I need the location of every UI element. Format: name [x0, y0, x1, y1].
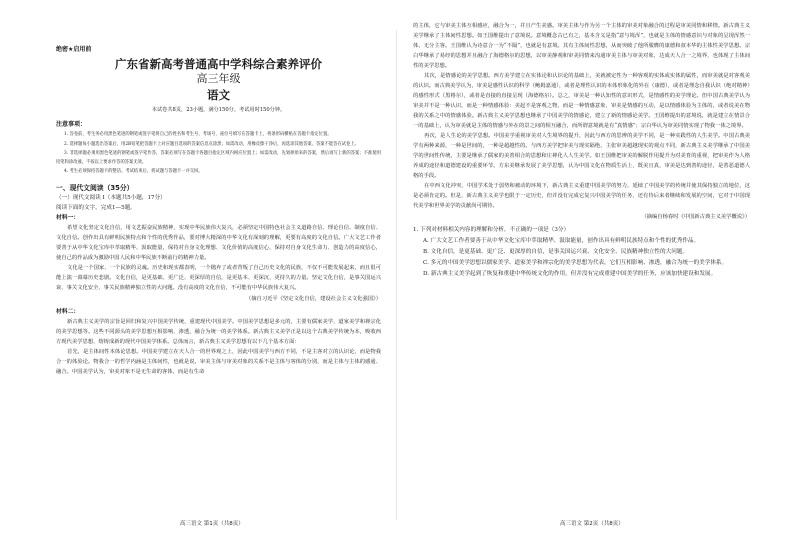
material-source: （摘编自杨春时《中国新古典主义美学概说》） — [641, 214, 750, 220]
page-footer: 高三语文 第2页（共8页） — [560, 521, 624, 527]
confidential-label: 绝密★启用前 — [56, 46, 92, 53]
subject-title: 语文 — [207, 88, 230, 102]
answer-option-a: A. 广大文艺工作者要善于从中华文化宝库中萃取精华、汲取能量，创作出具有鲜明民族特点和个性的优秀作品。 — [423, 238, 700, 244]
exam-page-2 — [397, 0, 794, 550]
exam-info: 本试卷共8页，23小题，满分150分。考试用时150分钟。 — [151, 107, 286, 113]
material-label: 材料二： — [56, 308, 80, 315]
material-paragraph: 其次，是情感论的美学思想。西方美学建立在实体论和认识论的基础上，美就被定性为一种客观的实体或实体的属性，而审美就是对客观美的认识。而古典美学认为，审美是感性认识的科学（鲍姆嘉通），或者是理性认识的本体形象化的外在（康德），或者是理念自我认识（绝对精神）的感性形式（黑格尔），或者是直接的直接呈现（海德格尔）。总之，审美是一种认知性的意识形式，是情感性的美学理论。但中国古典美学认为审美并不是一种认识，而是一种情感体验：美起不是客观之物，而是一种情感意象，审美是情感的互动，是以情感体验为主体的，或者说美在物我的关系之中的情感体验。新古典主义美学思想也继承了中国美学的情感论，建立了新的情感论美学。王国维提出的意境说，就是建立在情景合一的基础上，认为审美就是主体的情感与外在的景之间的相互融合，而所谓意境就是有“真情感”；宗白华认为审美同情实现了物我一体之境界。 — [413, 73, 750, 129]
note-item: 4. 考生必须保持答题卡的整洁。考试结束后，将试题与答题卡一并交回。 — [64, 169, 203, 175]
note-item: 2. 选择题每小题选出答案后，用2B铅笔把答题卡上对应题目选项的答案信息点涂黑；如需改动，用橡皮擦干净后，再选涂其他答案，答案不能答在试卷上。 — [64, 141, 359, 147]
material-label: 材料一： — [56, 214, 80, 221]
notes-heading: 注意事项： — [56, 121, 87, 128]
material-paragraph: 新古典主义美学的宗旨是回归和复兴中国美学传统，重建现代中国美学。中国美学思想是多元的，主要有儒家美学、道家美学和禅宗化的美学思想等。这些不同源头的美学思想互相影响、渗透，融合为统一的美学体系。新古典主义美学正是以这个古典美学传统为本，吸收西方现代美学思想，熔铸成新的现代中国美学体系。总体而言，新古典主义美学思想有以下几个基本方面： — [56, 318, 381, 345]
page-footer: 高三语文 第1页（共8页） — [180, 521, 244, 527]
answer-option-c: C. 多元的中国美学思想以儒家美学、道家美学和禅宗化的美学思想为代表，它们互相影响、渗透，融合为统一的美学体系。 — [423, 260, 728, 266]
material-paragraph: 首先，是主体间性本体论思想。中国美学建立在天人合一的世界观之上，因此中国美学与西方不同，不是主客对立的认识论，而是物我合一的体验论。物我合一的哲学内涵是主体间性，也就是说，审美主体与审美对象的关系不是主体与客体的分别，而是主体与主体的感通、融合。中国美学认为，审美对象不是无生命的客体，而是有生命 — [56, 348, 381, 375]
grade-label: 高三年级 — [196, 72, 241, 85]
reading-instruction: 阅读下面的文字，完成1—5题。 — [56, 204, 136, 211]
note-item: 3. 非选择题必须用黑色笔迹的钢笔或签字笔作答，答案必须写在答题卡各题目指定区域内相应位置上；如需改动，先划掉原来的答案，然后再写上新的答案；不准使用铅笔和涂改液。不按以上要求作答的答案无效。 — [56, 151, 381, 165]
exam-title: 广东省新高考普通高中学科综合素养评价 — [115, 57, 322, 71]
answer-option-b: B. 文化自信，是更基础、更广泛、更深厚的自信，是事关国运兴衰、文化安全、民族精神独立性的大问题。 — [423, 249, 688, 255]
note-item: 1. 答卷前，考生务必用黑色笔迹的钢笔或签字笔将自己的姓名和考生号、考场号、座位号填写在答题卡上，将条形码横贴在答题卡指定位置。 — [64, 132, 332, 137]
subsection-heading: （一）现代文阅读 I（本题共5小题，17分） — [56, 194, 166, 201]
material-paragraph: 在中西文化冲突、中国学术处于弱势和被动的环境下，新古典主义重建中国美学的努力，延续了中国美学的传统并使其保持独立的地位，这是必须肯定的。但是，新古典主义美学也限于一定历史，但并没有完成它复兴中国美学的任务，还有待后来者继续和发展的空间，它对于中国现代美学和世界美学的贡献尚可期待。 — [413, 183, 750, 209]
material-paragraph: 文化是一个国家、一个民族的灵魂。历史和现实都表明，一个抛弃了或者背叛了自己历史文化的民族，不仅不可能发展起来，而且很可能上演一幕幕历史悲剧。文化自信，是更基础、更广泛、更深厚的自信，是更基本、更深沉、更持久的力量。坚定文化自信，是事关国运兴衰、事关文化安全、事关民族精神独立性的大问题。没有高度的文化自信，不可能有中华民族伟大复兴。 — [56, 264, 381, 291]
material-paragraph: 再次，是人生论的美学思想。中国美学重视审美对人生境界的提升，因此与西方的思辨的美学不同，是一种实践性的人生美学。中国古典美学有两种来源，一种是世间的，一种是超越性的。与西方美学把审美与现实隔绝，主张审美超越现实的观点不同，新古典主义美学继承了中国美学的世间性传统，主要是继承了儒家的美善相合的思想和庄禅化人人生美学。如王国维把审美的解脱作用提升为对美育的重视，把审美作为人格养成的途径和道德建设的重要环节。方东美继承发展了美学思想，认为中国文化在物质生活上，既美且真，审美是达到善的途径，是善恶道德人格的手段。 — [413, 133, 750, 179]
material-paragraph: 的主体，它与审美主体互相感应，融合为一，并且产生美感。审美主体与作为另一个主体的审美对象融合的过程是审美同情和移情。新古典主义美学继承了主体间性思想。如王国维提出了意境说。意境概念古已有之，基本含义是指“意与境浑”，也就是主体的情感意识与对象的呈现浑然一体，无分主客。王国维认为诗意合一为“不隔”，也就是有意境。其有主体间性思想，从而突破了他所服膺的康德和叔本华的主体性美学思想。宗白华继承了易经的思想并且融合了海德格尔的思想，以审美静观和审美同情来沟通审美主体与审美对象，达成天人合一之境界，也体现了主体间性的美学思想。 — [413, 23, 750, 69]
material-source: （摘自习近平《坚定文化自信，建设社会主义文化强国》） — [245, 295, 381, 302]
answer-option-d: D. 新古典主义美学起到了恢复和重建中华传统文化的作用，但并没有完成重建中国美学的任务，应该加快建设和发展。 — [423, 271, 717, 277]
section-heading: 一、现代文阅读（35分） — [56, 183, 134, 192]
question-stem: 1. 下列对材料相关内容的理解和分析，不正确的一项是（3分） — [413, 227, 570, 233]
material-paragraph: 希望文化坚定文化自信，用文艺振奋民族精神，实现中华民族伟大复兴，必须坚定中国特色社会主义道路自信、理论自信、制度自信、文化自信。创作出具有鲜明民族特点和个性的优秀作品，要对博大精深的中华文化有深刻的理解，更要有高度的文化自信。广大文艺工作者要善于从中华文化宝库中萃取精华、汲取能量，保持对自身文化理想、文化价值的高度信心，保持对自身文化生命力、创造力的高度信心，使自己的作品成为激励中国人民和中华民族不断前行的精神力量。 — [56, 224, 381, 261]
